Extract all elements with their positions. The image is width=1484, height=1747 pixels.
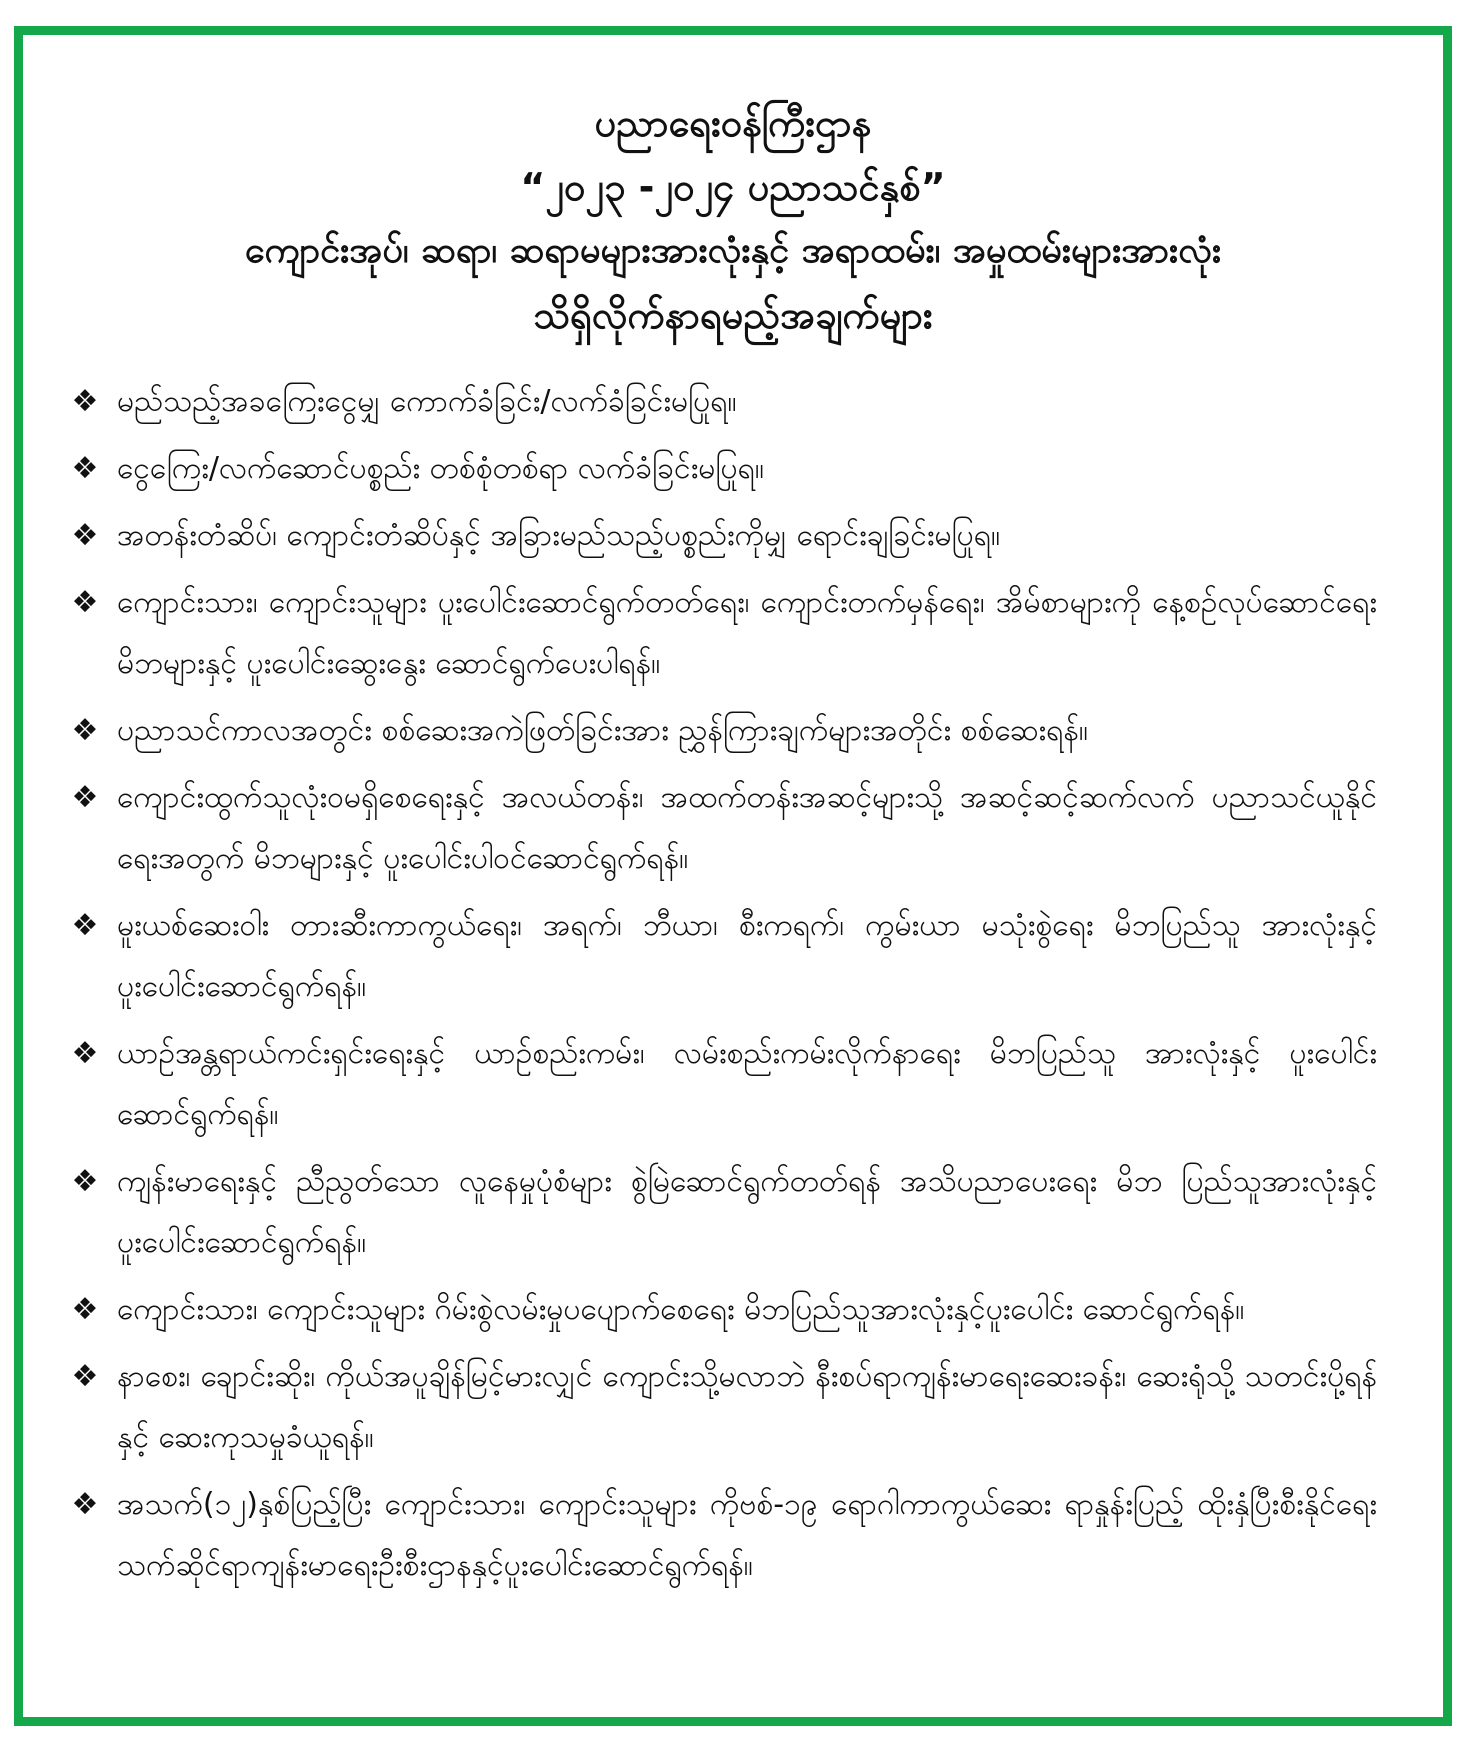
rules-list <box>23 371 1443 1596</box>
diamond-bullet-icon: ❖ <box>71 1292 99 1327</box>
list-item <box>53 371 1377 432</box>
list-item <box>53 1346 1377 1468</box>
list-item-text: နာစေး၊ ချောင်းဆိုး၊ ကိုယ်အပူချိန်မြင့်မားလျှင် ကျောင်းသို့မလာဘဲ နီးစပ်ရာကျန်းမာရေးဆေးခန်း၊ ဆေးရုံသို့ သတင်းပို့ရန်နှင့် ဆေးကုသမှုခံယူရန်။ <box>117 1359 1377 1455</box>
list-item <box>53 505 1377 566</box>
list-item-text: ကျောင်းထွက်သူလုံးဝမရှိစေရေးနှင့် အလယ်တန်း၊ အထက်တန်းအဆင့်များသို့ အဆင့်ဆင့်ဆက်လက် ပညာသင်ယူနိုင်ရေးအတွက် မိဘများနှင့် ပူးပေါင်းပါဝင်ဆောင်ရွက်ရန်။ <box>117 780 1377 876</box>
list-item-text: ယာဉ်အန္တရာယ်ကင်းရှင်းရေးနှင့် ယာဉ်စည်းကမ်း၊ လမ်းစည်းကမ်းလိုက်နာရေး မိဘပြည်သူ အားလုံးနှင့် ပူးပေါင်းဆောင်ရွက်ရန်။ <box>117 1036 1377 1132</box>
diamond-bullet-icon: ❖ <box>71 1359 99 1394</box>
diamond-bullet-icon: ❖ <box>71 451 99 486</box>
diamond-bullet-icon: ❖ <box>71 713 99 748</box>
list-item <box>53 1023 1377 1145</box>
list-item-text: ကျောင်းသား၊ ကျောင်းသူများ ဂိမ်းစွဲလမ်းမှုပပျောက်စေရေး မိဘပြည်သူအားလုံးနှင့်ပူးပေါင်း ဆောင်ရွက်ရန်။ <box>117 1292 1245 1327</box>
list-item-text: ကျောင်းသား၊ ကျောင်းသူများ ပူးပေါင်းဆောင်ရွက်တတ်ရေး၊ ကျောင်းတက်မှန်ရေး၊ အိမ်စာများကို နေ့စဉ်လုပ်ဆောင်ရေး မိဘများနှင့် ပူးပေါင်းဆွေးနွေး ဆောင်ရွက်ပေးပါရန်။ <box>117 585 1377 681</box>
notice-subtitle: သိရှိလိုက်နာရမည့်အချက်များ <box>533 293 933 337</box>
list-item <box>53 438 1377 499</box>
diamond-bullet-icon: ❖ <box>71 908 99 943</box>
diamond-bullet-icon: ❖ <box>71 780 99 815</box>
diamond-bullet-icon: ❖ <box>71 1036 99 1071</box>
list-item-text: ငွေကြေး/လက်ဆောင်ပစ္စည်း တစ်စုံတစ်ရာ လက်ခံခြင်းမပြုရ။ <box>117 451 764 486</box>
diamond-bullet-icon: ❖ <box>71 384 99 419</box>
list-item <box>53 700 1377 761</box>
diamond-bullet-icon: ❖ <box>71 1164 99 1199</box>
list-item <box>53 767 1377 889</box>
list-item-text: အသက်(၁၂)နှစ်ပြည့်ပြီး ကျောင်းသား၊ ကျောင်းသူများ ကိုဗစ်-၁၉ ရောဂါကာကွယ်ဆေး ရာနှုန်းပြည့် ထိုးနှံပြီးစီးနိုင်ရေး သက်ဆိုင်ရာကျန်းမာရေးဦးစီးဌာနနှင့်ပူးပေါင်းဆောင်ရွက်ရန်။ <box>117 1487 1377 1583</box>
audience-title: ကျောင်းအုပ်၊ ဆရာ၊ ဆရာမများအားလုံးနှင့် အရာထမ်း၊ အမှုထမ်းများအားလုံး <box>244 230 1222 271</box>
list-item-text: ပညာသင်ကာလအတွင်း စစ်ဆေးအကဲဖြတ်ခြင်းအား ညွှန်ကြားချက်များအတိုင်း စစ်ဆေးရန်။ <box>117 713 1088 748</box>
diamond-bullet-icon: ❖ <box>71 518 99 553</box>
list-item-text: ကျန်းမာရေးနှင့် ညီညွတ်သော လူနေမှုပုံစံများ စွဲမြဲဆောင်ရွက်တတ်ရန် အသိပညာပေးရေး မိဘ ပြည်သူအားလုံးနှင့် ပူးပေါင်းဆောင်ရွက်ရန်။ <box>117 1164 1377 1260</box>
list-item <box>53 1151 1377 1273</box>
list-item-text: မူးယစ်ဆေးဝါး တားဆီးကာကွယ်ရေး၊ အရက်၊ ဘီယာ၊ စီးကရက်၊ ကွမ်းယာ မသုံးစွဲရေး မိဘပြည်သူ အားလုံးနှင့် ပူးပေါင်းဆောင်ရွက်ရန်။ <box>117 908 1377 1004</box>
list-item <box>53 1474 1377 1596</box>
academic-year-title: “၂၀၂၃ -၂၀၂၄ ပညာသင်နှစ်” <box>520 165 946 209</box>
list-item <box>53 895 1377 1017</box>
list-item-text: အတန်းတံဆိပ်၊ ကျောင်းတံဆိပ်နှင့် အခြားမည်သည့်ပစ္စည်းကိုမျှ ရောင်းချခြင်းမပြုရ။ <box>117 518 1001 553</box>
notice-frame <box>14 26 1452 1726</box>
diamond-bullet-icon: ❖ <box>71 1487 99 1522</box>
list-item <box>53 572 1377 694</box>
ministry-title: ပညာရေးဝန်ကြီးဌာန <box>594 101 872 145</box>
diamond-bullet-icon: ❖ <box>71 585 99 620</box>
list-item-text: မည်သည့်အခကြေးငွေမျှ ကောက်ခံခြင်း/လက်ခံခြင်းမပြုရ။ <box>117 384 737 419</box>
notice-header <box>23 35 1443 347</box>
list-item <box>53 1279 1377 1340</box>
